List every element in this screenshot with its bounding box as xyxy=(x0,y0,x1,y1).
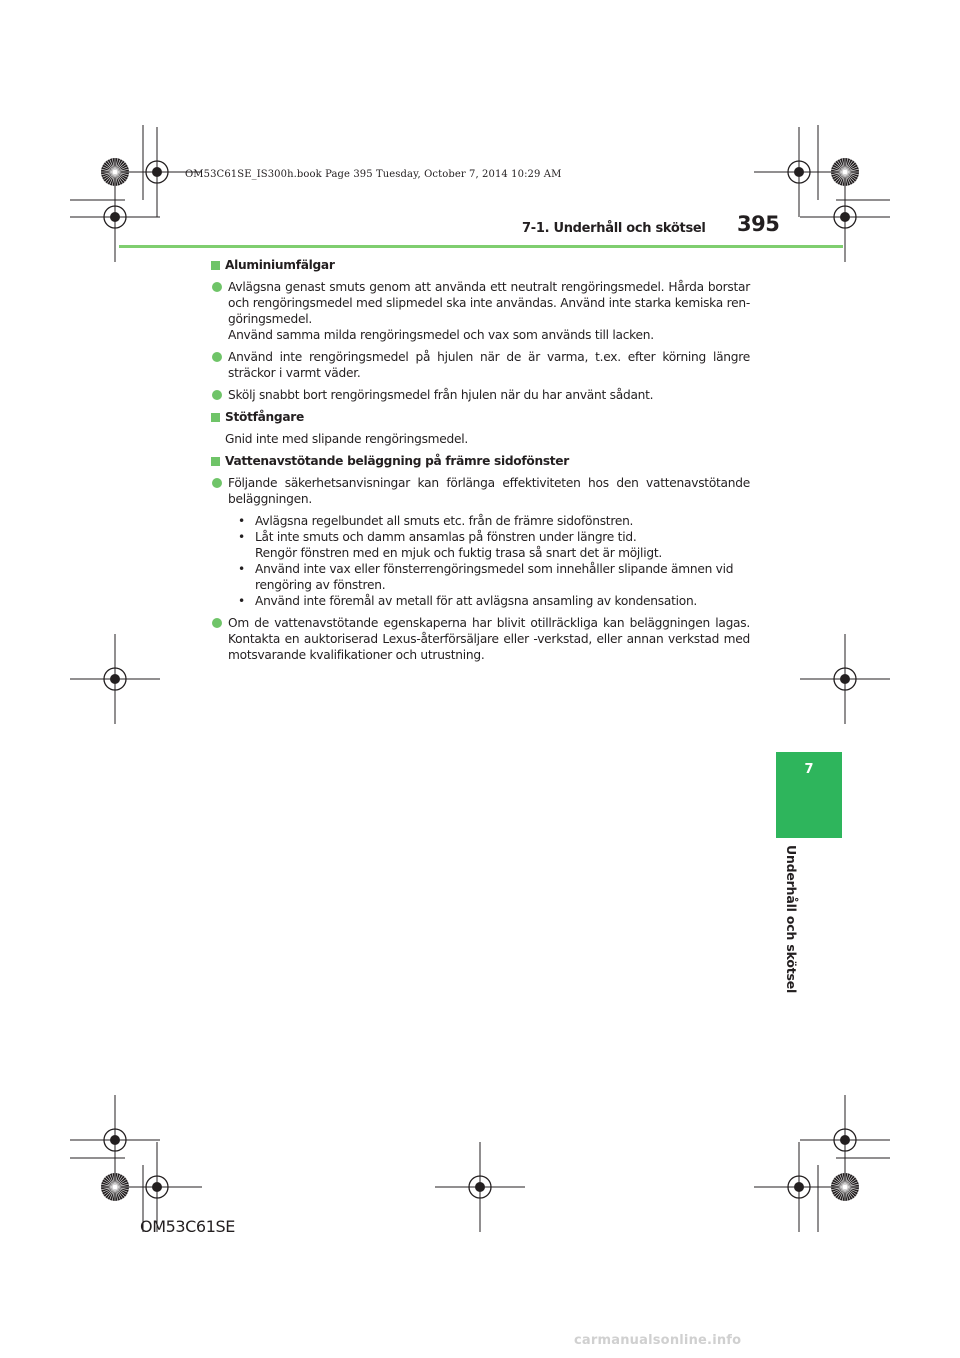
dot-bullet-icon: • xyxy=(238,530,245,544)
section-title-text: Aluminiumfälgar xyxy=(225,258,335,272)
list-item xyxy=(210,387,750,403)
square-bullet-icon xyxy=(211,261,220,270)
section-title xyxy=(210,257,750,273)
paragraph: Följande säkerhetsanvisningar kan förlänga effektiviteten hos den vattenavstötande beläggningen. xyxy=(228,476,750,506)
square-bullet-icon xyxy=(211,413,220,422)
list-item xyxy=(210,615,750,663)
document-code: OM53C61SE xyxy=(140,1217,235,1236)
chapter-side-label xyxy=(781,845,811,994)
list-item xyxy=(210,279,750,343)
page-number: 395 xyxy=(737,212,780,236)
dot-bullet-icon: • xyxy=(238,594,245,608)
paragraph: Skölj snabbt bort rengöringsmedel från hjulen när du har använt sådant. xyxy=(228,388,654,402)
list-item xyxy=(210,475,750,609)
sub-list-text: Låt inte smuts och damm ansamlas på fönstren under längre tid. xyxy=(255,530,637,544)
circle-bullet-icon xyxy=(212,390,222,400)
sub-list-item xyxy=(228,593,750,609)
section-header-title: 7-1. Underhåll och skötsel xyxy=(522,221,706,236)
circle-bullet-icon xyxy=(212,352,222,362)
circle-bullet-icon xyxy=(212,282,222,292)
sub-list xyxy=(228,513,750,609)
list-item xyxy=(210,349,750,381)
dot-bullet-icon: • xyxy=(238,562,245,576)
square-bullet-icon xyxy=(211,457,220,466)
circle-bullet-icon xyxy=(212,478,222,488)
print-info-line: OM53C61SE_IS300h.book Page 395 Tuesday, October 7, 2014 10:29 AM xyxy=(185,169,562,180)
sub-list-text: Använd inte föremål av metall för att avlägsna ansamling av kondensation. xyxy=(255,594,698,608)
sub-list-item xyxy=(228,513,750,529)
chapter-number: 7 xyxy=(804,762,814,777)
sub-list-item xyxy=(228,561,750,593)
page-content xyxy=(210,257,750,669)
paragraph: Avlägsna genast smuts genom att använda ett neutralt rengöringsmedel. Hårda borstar och rengöringsmedel med slipmedel ska inte användas. Använd inte starka kemiska ren-göringsmedel. xyxy=(228,280,750,326)
chapter-side-label-text: Underhåll och skötsel xyxy=(784,845,799,994)
sub-list-text: Avlägsna regelbundet all smuts etc. från de främre sidofönstren. xyxy=(255,514,634,528)
section-title xyxy=(210,453,750,469)
circle-bullet-icon xyxy=(212,618,222,628)
sub-list-text: Rengör fönstren med en mjuk och fuktig trasa så snart det är möjligt. xyxy=(255,546,662,560)
section-title-text: Vattenavstötande beläggning på främre sidofönster xyxy=(225,454,569,468)
dot-bullet-icon: • xyxy=(238,514,245,528)
paragraph: Använd inte rengöringsmedel på hjulen när de är varma, t.ex. efter körning längre sträckor i varmt väder. xyxy=(228,350,750,380)
chapter-tab xyxy=(776,752,842,838)
paragraph: Om de vattenavstötande egenskaperna har blivit otillräckliga kan beläggningen lagas. Kontakta en auktoriserad Lexus-återförsäljare eller -verkstad, eller annan verkstad med motsvarande kvalifikationer och utrustning. xyxy=(228,616,750,662)
watermark: carmanualsonline.info xyxy=(574,1333,742,1348)
paragraph: Använd samma milda rengöringsmedel och vax som används till lacken. xyxy=(228,328,654,342)
section-title-text: Stötfångare xyxy=(225,410,304,424)
paragraph: Gnid inte med slipande rengöringsmedel. xyxy=(225,432,469,446)
header-rule xyxy=(119,245,843,248)
section-title xyxy=(210,409,750,425)
sub-list-item xyxy=(228,529,750,561)
sub-list-text: Använd inte vax eller fönsterrengöringsmedel som innehåller slipande ämnen vid rengöring av fönstren. xyxy=(255,562,734,592)
